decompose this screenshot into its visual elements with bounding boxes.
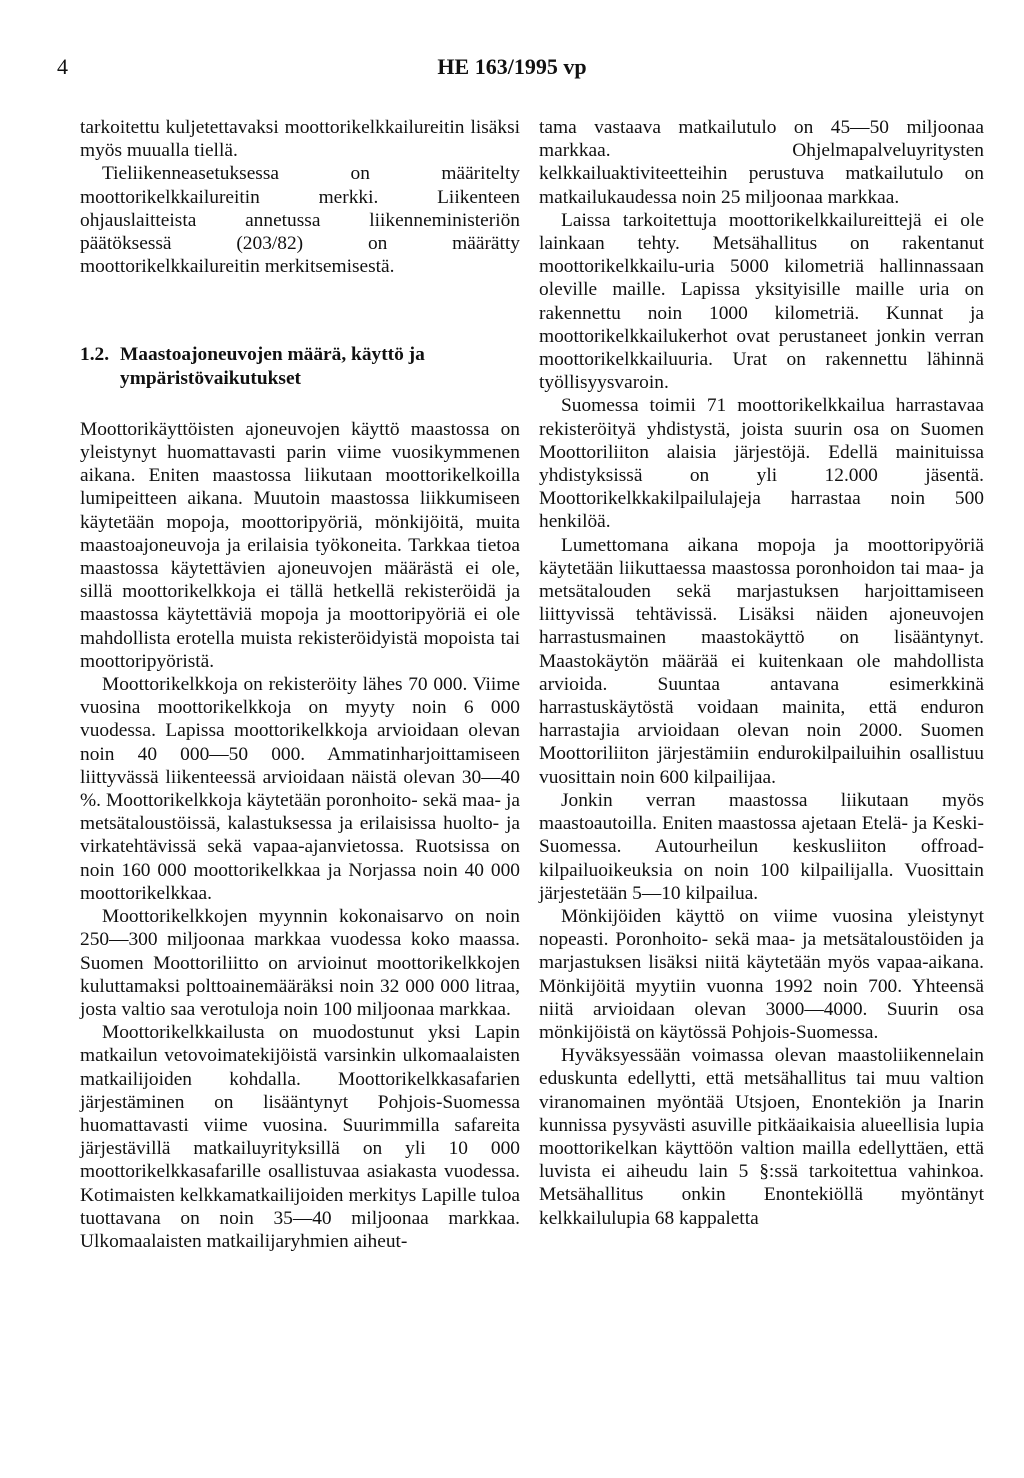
paragraph: Moottorikäyttöisten ajoneuvojen käyttö maastossa on yleistynyt huomattavasti parin viime vuosikymmenen aikana. Eniten maastossa liikutaan moottorikelkoilla lumipeitteen aikana. Muutoin maastossa liikkumiseen käytetään mopoja, moottoripyöriä, mönkijöitä, muita maastoajoneuvoja ja erilaisia työkoneita. Tarkkaa tietoa maastossa käytettävien ajoneuvojen määrästä ei ole, sillä moottorikelkkoja ei tällä hetkellä rekisteröidä ja maastossa käytettäviä mopoja ja moottoripyöriä ei ole mahdollista erotella muista rekisteröidyistä mopoista tai moottoripyöristä. [80, 418, 520, 672]
paragraph: Moottorikelkkailusta on muodostunut yksi Lapin matkailun vetovoimatekijöistä varsinkin ulkomaalaisten matkailijoiden kohdalla. Moottorikelkkasafarien järjestäminen on lisääntynyt Pohjois-Suomessa huomattavasti viime vuosina. Suurimmilla safareita järjestävillä matkailuyrityksillä on yli 10 000 moottorikelkkasafarille osallistuvaa asiakasta vuodessa. Kotimaisten kelkkamatkailijoiden merkitys Lapille tuloa tuottavana on noin 35—40 miljoonaa markkaa. Ulkomaalaisten matkailijaryhmien aiheut- [80, 1022, 520, 1252]
page-number: 4 [57, 54, 68, 79]
paragraph: Lumettomana aikana mopoja ja moottoripyöriä käytetään liikuttaessa maastossa poronhoidon tai maa- ja metsätalouden sekä marjastuksen harjoittamiseen liittyvissä tehtävissä. Lisäksi näiden ajoneuvojen harrastusmainen maastokäyttö on lisääntynyt. Maastokäytön määrää ei kuitenkaan ole mahdollista arvioida. Suuntaa antavana esimerkkinä harrastuskäytöstä voidaan mainita, että enduron harrastajia arvioidaan olevan noin 2000. Suomen Moottoriliiton järjestämiin endurokilpailuihin osallistuu vuosittain noin 600 kilpailijaa. [539, 534, 984, 788]
paragraph: Suomessa toimii 71 moottorikelkkailua harrastavaa rekisteröityä yhdistystä, joista suurin osa on Suomen Moottoriliiton alaisia järjestöjä. Edellä mainituissa yhdistyksissä on yli 12.000 jäsentä. Moottorikelkkakilpailulajeja harrastaa noin 500 henkilöä. [539, 395, 984, 533]
paragraph: Moottorikelkkoja on rekisteröity lähes 70 000. Viime vuosina moottorikelkkoja on myyty noin 6 000 vuodessa. Lapissa moottorikelkkoja arvioidaan olevan noin 40 000—50 000. Ammatinharjoittamiseen liittyvässä liikenteessä arvioidaan näistä olevan 30—40 %. Moottorikelkkoja käytetään poronhoito- sekä maa- ja metsätaloustöissä, kalastuksessa ja erilaisissa huolto- ja virkatehtävissä sekä vapaa-ajanvietossa. Ruotsissa on noin 160 000 moottorikelkkaa ja Norjassa noin 40 000 moottorikelkkaa. [80, 674, 520, 904]
paragraph: Tieliikenneasetuksessa on määritelty moottorikelkkailureitin merkki. Liikenteen ohjauslaitteista annetussa liikenneministeriön päätöksessä (203/82) on määrätty moottorikelkkailureitin merkitsemisestä. [80, 163, 520, 278]
section-number: 1.2. [80, 344, 110, 366]
section-heading [80, 343, 520, 389]
paragraph: Moottorikelkkojen myynnin kokonaisarvo on noin 250—300 miljoonaa markkaa vuodessa koko maassa. Suomen Moottoriliitto on arvioinut moottorikelkkojen kuluttamaksi polttoainemääräksi noin 32 000 000 litraa, josta valtio saa verotuloja noin 100 miljoonaa markkaa. [80, 906, 520, 1020]
paragraph: Mönkijöiden käyttö on viime vuosina yleistynyt nopeasti. Poronhoito- sekä maa- ja metsätaloustöiden ja marjastuksen lisäksi niitä käytetään myös vapaa-aikana. Mönkijöitä myytiin vuonna 1992 noin 700. Yhteensä niitä arvioidaan olevan 3000—4000. Suurin osa mönkijöistä on käytössä Pohjois-Suomessa. [539, 905, 984, 1043]
document-title: HE 163/1995 vp [437, 54, 587, 79]
paragraph: tarkoitettu kuljetettavaksi moottorikelkkailureitin lisäksi myös muualla tiellä. [80, 117, 520, 162]
paragraph: Hyväksyessään voimassa olevan maastoliikennelain eduskunta edellytti, että metsähallitus tai muu valtion viranomainen myöntää Utsjoen, Enontekiön ja Inarin kunnissa pysyvästi asuville pitkäaikaisia alueellisia lupia moottorikelkan käyttöön valtion mailla edellyttäen, että luvista ei aiheudu lain 5 §:ssä tarkoitettua vahinkoa. Metsähallitus onkin Enontekiöllä myöntänyt kelkkailulupia 68 kappaletta [539, 1045, 984, 1229]
paragraph: Jonkin verran maastossa liikutaan myös maastoautoilla. Eniten maastossa ajetaan Etelä- ja Keski-Suomessa. Autourheilun keskusliiton offroad- kilpailuoikeuksia on noin 100 kilpailijalla. Vuosittain järjestetään 5—10 kilpailua. [539, 789, 984, 904]
left-column [80, 116, 520, 1253]
paragraph: tama vastaava matkailutulo on 45—50 miljoonaa markkaa. Ohjelmapalveluyritysten kelkkailuaktiviteetteihin perustuva matkailutulo on matkailukaudessa noin 25 miljoonaa markkaa. [539, 117, 984, 208]
right-column [539, 116, 984, 1230]
paragraph: Laissa tarkoitettuja moottorikelkkailureittejä ei ole lainkaan tehty. Metsähallitus on rakentanut moottorikelkkailu-uria 5000 kilometriä hallinnassaan oleville maille. Lapissa yksityisille maille uria on rakennettu noin 1000 kilometriä. Kunnat ja moottorikelkkailukerhot ovat perustaneet jonkin verran moottorikelkkailuuria. Urat on rakennettu lähinnä työllisyysvaroin. [539, 209, 984, 394]
section-title: Maastoajoneuvojen määrä, käyttö ja ympäristövaikutukset [120, 344, 425, 389]
